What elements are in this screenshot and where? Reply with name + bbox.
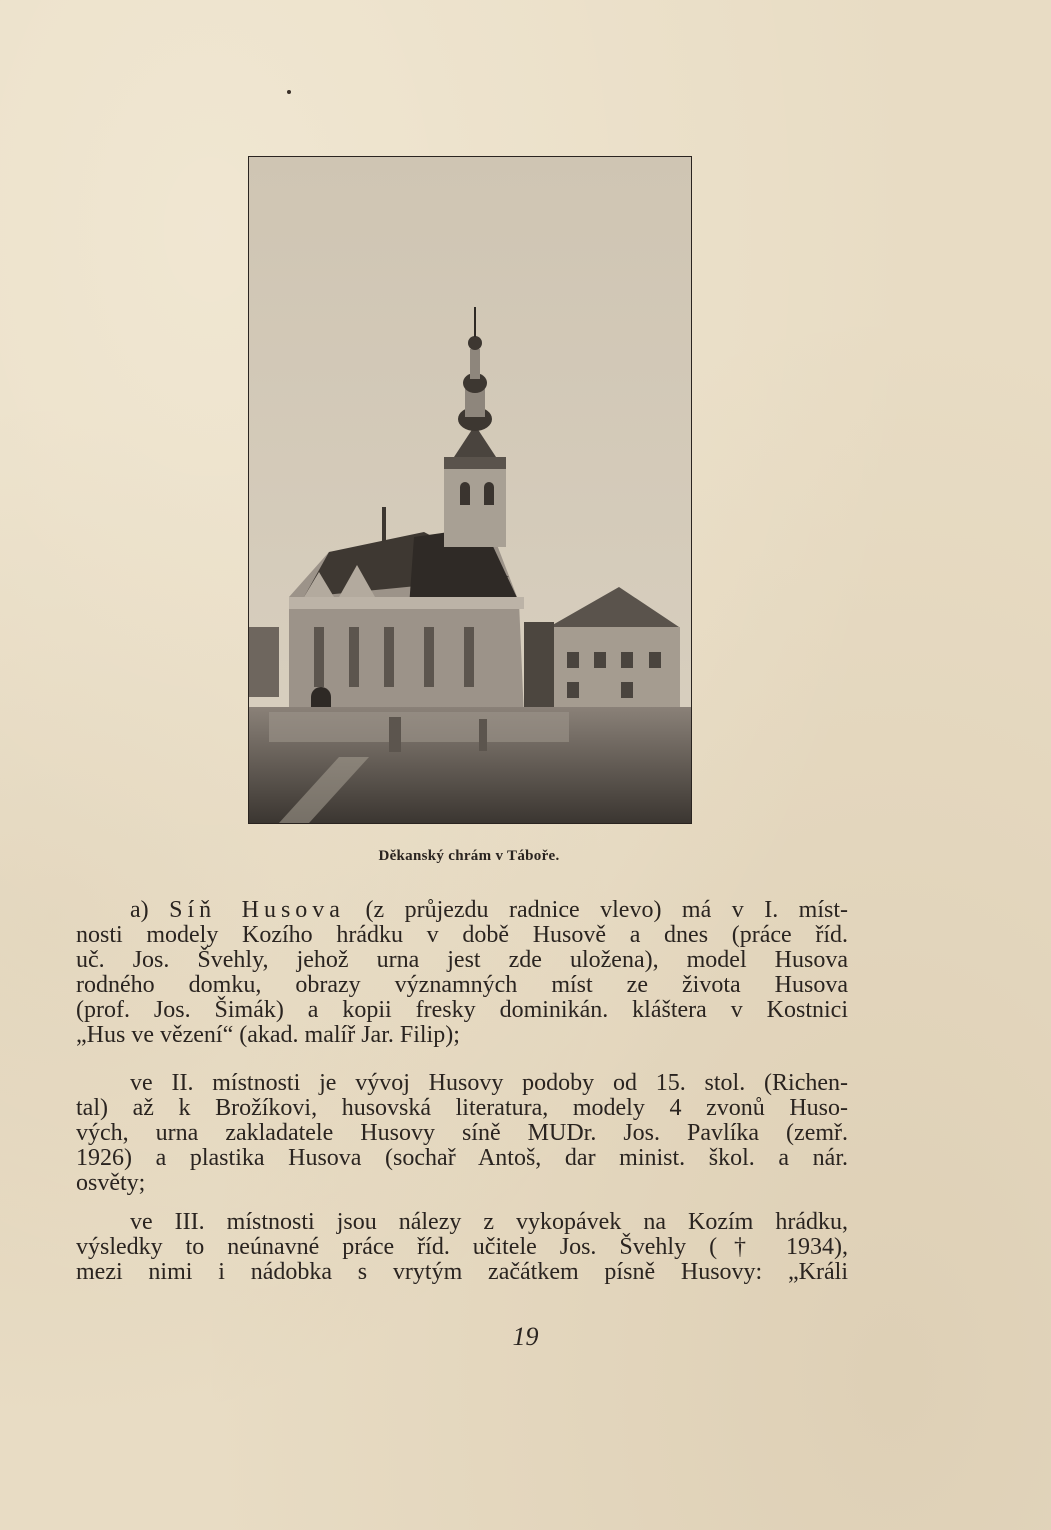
church-photo (248, 156, 692, 824)
text-line: mezi nimi i nádobka s vrytým začátkem písně Husovy: „Králi (76, 1259, 848, 1285)
text-line: osvěty; (76, 1170, 146, 1196)
page-number: 19 (512, 1322, 539, 1351)
church-illustration (249, 157, 691, 823)
list-marker: a) (130, 897, 170, 923)
text-line: ve III. místnosti jsou nálezy z vykopávek na Kozím hrádku, (130, 1209, 848, 1235)
ink-dot (287, 90, 291, 94)
text-line: „Hus ve vězení“ (akad. malíř Jar. Filip); (76, 1022, 460, 1048)
paragraph-1 (76, 898, 848, 1048)
text-line: výsledky to neúnavné práce říd. učitele Jos. Švehly († 1934), (76, 1234, 848, 1260)
emphasized-term: Síň Husova (169, 897, 345, 923)
text-line: tal) až k Brožíkovi, husovská literatura, modely 4 zvonů Huso- (76, 1095, 848, 1121)
text-line: uč. Jos. Švehly, jehož urna jest zde uložena), model Husova (76, 947, 848, 973)
text-fragment: (z průjezdu radnice vlevo) má v I. míst- (344, 897, 849, 923)
photo-caption: Děkanský chrám v Táboře. (378, 848, 560, 864)
paragraph-3 (76, 1210, 848, 1285)
text-line: (prof. Jos. Šimák) a kopii fresky dominikán. kláštera v Kostnici (76, 997, 848, 1023)
text-line: rodného domku, obrazy významných míst ze života Husova (76, 972, 848, 998)
paragraph-2 (76, 1071, 848, 1196)
text-line: 1926) a plastika Husova (sochař Antoš, dar minist. škol. a nár. (76, 1145, 848, 1171)
text-line: nosti modely Kozího hrádku v době Husově a dnes (práce říd. (76, 922, 848, 948)
text-line (76, 898, 848, 923)
text-line: ve II. místnosti je vývoj Husovy podoby od 15. stol. (Richen- (130, 1070, 848, 1096)
text-line: vých, urna zakladatele Husovy síně MUDr. Jos. Pavlíka (zemř. (76, 1120, 848, 1146)
